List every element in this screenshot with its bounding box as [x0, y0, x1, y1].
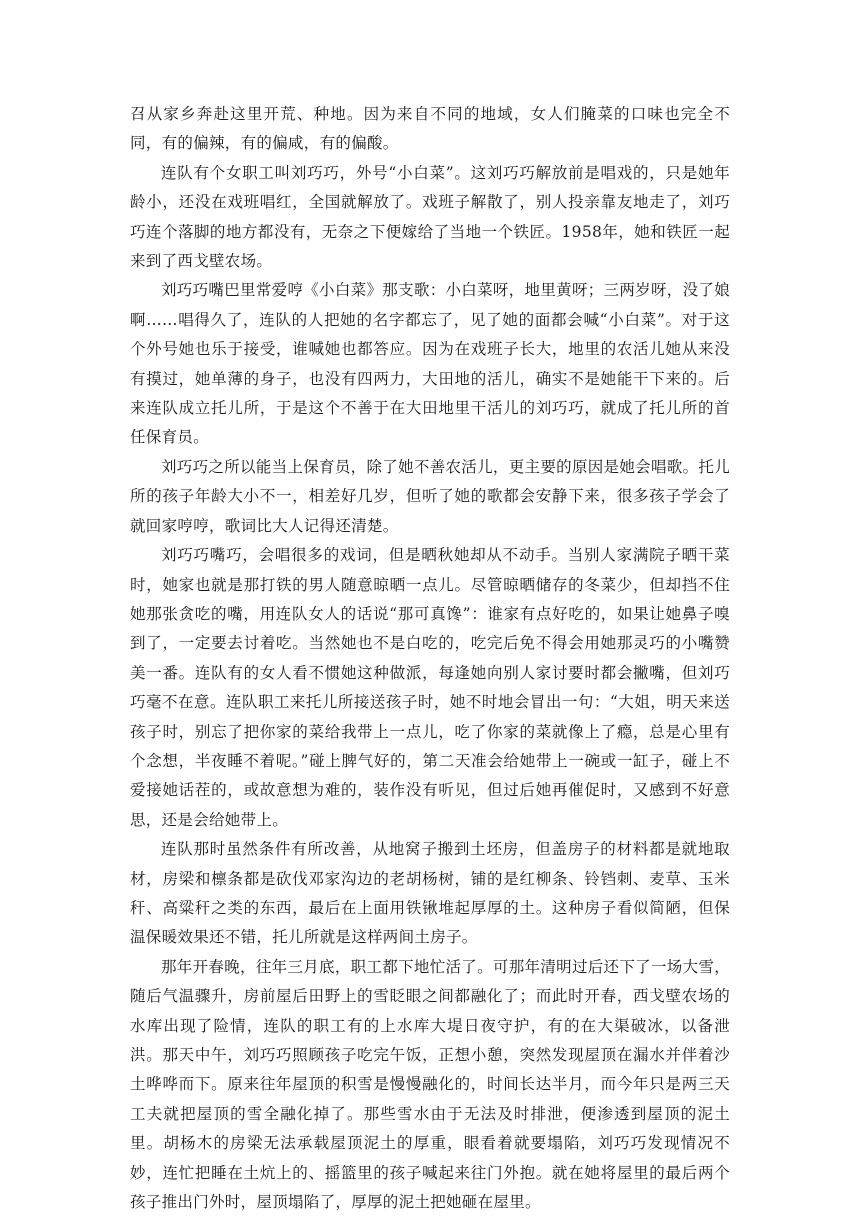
paragraph-nursery-teacher: 刘巧巧之所以能当上保育员，除了她不善农活儿，更主要的原因是她会唱歌。托儿所的孩子年龄大小不一，相差好几岁，但听了她的歌都会安静下来，很多孩子学会了就回家哼哼，歌词比大人记得还清楚。: [130, 457, 730, 535]
article-body: [130, 100, 730, 1217]
paragraph-roof-collapse: 那年开春晚，往年三月底，职工都下地忙活了。可那年清明过后还下了一场大雪，随后气温骤升，房前屋后田野上的雪眨眼之间都融化了；而此时开春，西戈壁农场的水库出现了险情，连队的职工有的上水库大堤日夜守护，有的在大渠破冰，以备泄洪。那天中午，刘巧巧照顾孩子吃完午饭，正想小憩，突然发现屋顶在漏水并伴着沙土哗哗而下。原来往年屋顶的积雪是慢慢融化的，时间长达半月，而今年只是两三天工夫就把屋顶的雪全融化掉了。那些雪水由于无法及时排泄，便渗透到屋顶的泥土里。胡杨木的房梁无法承载屋顶泥土的厚重，眼看着就要塌陷，刘巧巧发现情况不妙，连忙把睡在土炕上的、摇篮里的孩子喊起来往门外抱。就在她将屋里的最后两个孩子推出门外时，屋顶塌陷了，厚厚的泥土把她砸在屋里。: [130, 957, 730, 1212]
paragraph-continuation: 召从家乡奔赴这里开荒、种地。因为来自不同的地域，女人们腌菜的口味也完全不同，有的偏辣，有的偏咸，有的偏酸。: [130, 105, 730, 153]
paragraph-earth-houses: 连队那时虽然条件有所改善，从地窝子搬到土坯房，但盖房子的材料都是就地取材，房梁和檩条都是砍伐邓家沟边的老胡杨树，铺的是红柳条、铃铛刺、麦草、玉米秆、高粱秆之类的东西，最后在上面用铁锹堆起厚厚的土。这种房子看似简陋，但保温保暖效果还不错，托儿所就是这样两间土房子。: [130, 840, 730, 947]
paragraph-nickname-song: 刘巧巧嘴巴里常爱哼《小白菜》那支歌：小白菜呀，地里黄呀；三两岁呀，没了娘啊……唱得久了，连队的人把她的名字都忘了，见了她的面都会喊“小白菜”。对于这个外号她也乐于接受，谁喊她也都答应。因为在戏班子长大，地里的农活儿她从来没有摸过，她单薄的身子，也没有四两力，大田地的活儿，确实不是她能干下来的。后来连队成立托儿所，于是这个不善于在大田地里干活儿的刘巧巧，就成了托儿所的首任保育员。: [130, 281, 730, 447]
paragraph-drying-vegetables: 刘巧巧嘴巧，会唱很多的戏词，但是晒秋她却从不动手。当别人家满院子晒干菜时，她家也就是那打铁的男人随意晾晒一点儿。尽管晾晒储存的冬菜少，但却挡不住她那张贪吃的嘴，用连队女人的话说“那可真馋”：谁家有点好吃的，如果让她鼻子嗅到了，一定要去讨着吃。当然她也不是白吃的，吃完后免不得会用她那灵巧的小嘴赞美一番。连队有的女人看不惯她这种做派，每逢她向别人家讨要时都会撇嘴，但刘巧巧毫不在意。连队职工来托儿所接送孩子时，她不时地会冒出一句：“大姐，明天来送孩子时，别忘了把你家的菜给我带上一点儿，吃了你家的菜就像上了瘾，总是心里有个念想，半夜睡不着呢。”碰上脾气好的，第二天准会给她带上一碗或一缸子，碰上不爱接她话茬的，或故意想为难的，装作没有听见，但过后她再催促时，又感到不好意思，还是会给她带上。: [130, 546, 730, 829]
paragraph-liu-qiaoqiao-intro: 连队有个女职工叫刘巧巧，外号“小白菜”。这刘巧巧解放前是唱戏的，只是她年龄小，还没在戏班唱红，全国就解放了。戏班子解散了，别人投亲靠友地走了，刘巧巧连个落脚的地方都没有，无奈之下便嫁给了当地一个铁匠。1958年，她和铁匠一起来到了西戈壁农场。: [130, 163, 730, 271]
